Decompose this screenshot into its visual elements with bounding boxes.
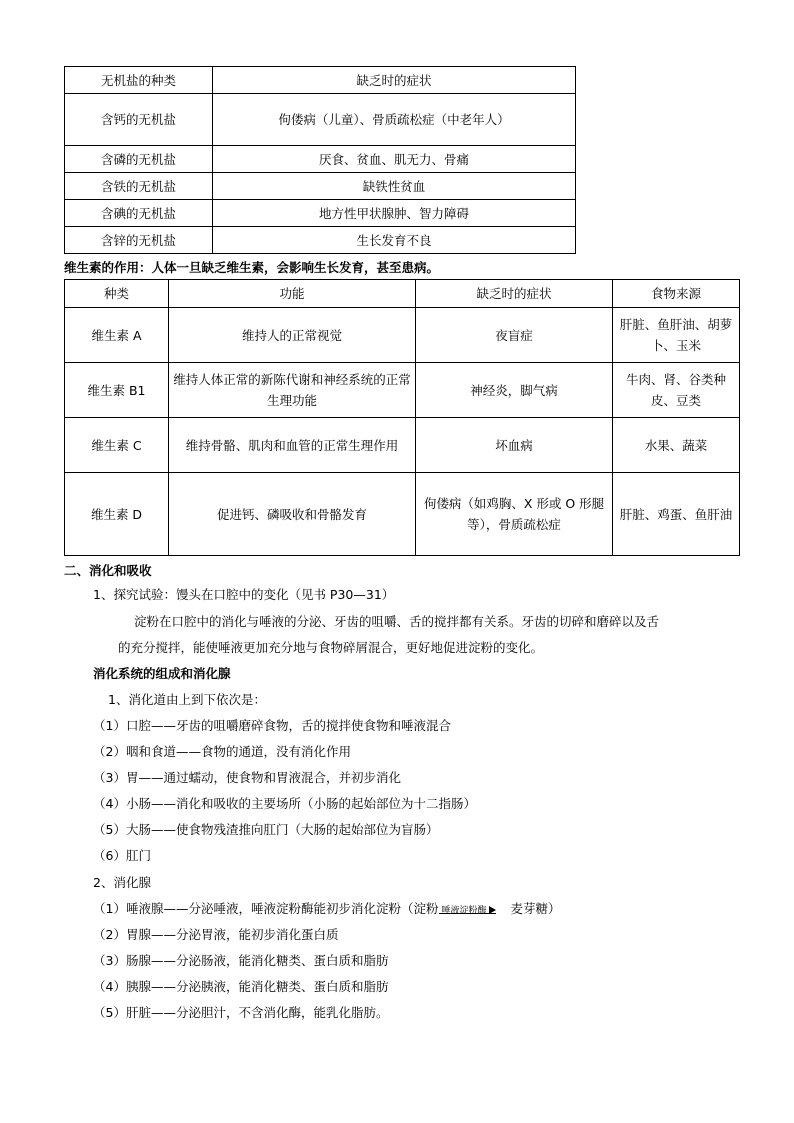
table-cell: 维生素 C — [65, 418, 169, 473]
paragraph-line: 的充分搅拌，能使唾液更加充分地与食物碎屑混合，更好地促进淀粉的变化。 — [118, 640, 544, 655]
section-title: 二、消化和吸收 — [64, 563, 152, 578]
table-row — [65, 418, 740, 473]
table-cell: 维持人体正常的新陈代谢和神经系统的正常生理功能 — [169, 363, 416, 418]
enzyme-arrow-label: 唾液淀粉酶 — [439, 903, 488, 916]
list-title: 1、消化道由上到下依次是： — [108, 692, 266, 707]
table-cell: 维生素 A — [65, 308, 169, 363]
table-row — [65, 94, 576, 146]
table-cell: 促进钙、磷吸收和骨骼发育 — [169, 473, 416, 556]
table-row — [65, 200, 576, 227]
header-cell: 缺乏时的症状 — [416, 280, 613, 308]
header-cell: 功能 — [169, 280, 416, 308]
paragraph-line: 淀粉在口腔中的消化与唾液的分泌、牙齿的咀嚼、舌的搅拌都有关系。牙齿的切碎和磨碎以及舌 — [134, 614, 660, 629]
list-item: （4）小肠——消化和吸收的主要场所（小肠的起始部位为十二指肠） — [93, 796, 476, 811]
table-header-row — [65, 280, 740, 308]
table-cell: 维持骨骼、肌肉和血管的正常生理作用 — [169, 418, 416, 473]
table-cell: 厌食、贫血、肌无力、骨痛 — [213, 146, 576, 173]
list-item: （2）咽和食道——食物的通道，没有消化作用 — [93, 744, 351, 759]
header-cell: 种类 — [65, 280, 169, 308]
subsection-title: 消化系统的组成和消化腺 — [93, 666, 231, 681]
table-cell: 含铁的无机盐 — [65, 173, 213, 200]
table-row — [65, 308, 740, 363]
table-cell: 含钙的无机盐 — [65, 94, 213, 146]
list-item: （3）肠腺——分泌肠液，能消化糖类、蛋白质和脂肪 — [93, 953, 389, 968]
table-cell: 维持人的正常视觉 — [169, 308, 416, 363]
table-cell: 坏血病 — [416, 418, 613, 473]
list-item: （1）口腔——牙齿的咀嚼磨碎食物，舌的搅拌使食物和唾液混合 — [93, 718, 451, 733]
experiment-title: 1、探究试验：馒头在口腔中的变化（见书 P30—31） — [93, 587, 395, 602]
header-cell: 无机盐的种类 — [65, 67, 213, 94]
table-cell: 佝偻病（如鸡胸、X 形或 O 形腿等），骨质疏松症 — [416, 473, 613, 556]
table-cell: 含磷的无机盐 — [65, 146, 213, 173]
table-cell: 维生素 B1 — [65, 363, 169, 418]
table-cell: 牛肉、肾、谷类种皮、豆类 — [613, 363, 740, 418]
table-cell: 含锌的无机盐 — [65, 227, 213, 254]
table-cell: 神经炎，脚气病 — [416, 363, 613, 418]
list-title: 2、消化腺 — [93, 875, 151, 890]
gland-text: （1）唾液腺——分泌唾液，唾液淀粉酶能初步消化淀粉（淀粉 — [93, 901, 439, 916]
list-item: （4）胰腺——分泌胰液，能消化糖类、蛋白质和脂肪 — [93, 979, 389, 994]
mineral-table — [64, 66, 576, 254]
table-cell: 含碘的无机盐 — [65, 200, 213, 227]
table-header-row — [65, 67, 576, 94]
table-row — [65, 227, 576, 254]
list-item: （3）胃——通过蠕动，使食物和胃液混合，并初步消化 — [93, 770, 401, 785]
table-row — [65, 146, 576, 173]
table-cell: 肝脏、鸡蛋、鱼肝油 — [613, 473, 740, 556]
table-cell: 肝脏、鱼肝油、胡萝卜、玉米 — [613, 308, 740, 363]
list-item: （5）肝脏——分泌胆汁，不含消化酶，能乳化脂肪。 — [93, 1005, 389, 1020]
list-item — [93, 899, 561, 917]
list-item: （6）肛门 — [93, 848, 151, 863]
table-cell: 夜盲症 — [416, 308, 613, 363]
table-cell: 维生素 D — [65, 473, 169, 556]
gland-text: 麦芽糖） — [510, 901, 561, 916]
table-cell: 生长发育不良 — [213, 227, 576, 254]
header-cell: 食物来源 — [613, 280, 740, 308]
header-cell: 缺乏时的症状 — [213, 67, 576, 94]
table-cell: 水果、蔬菜 — [613, 418, 740, 473]
table-cell: 地方性甲状腺肿、智力障碍 — [213, 200, 576, 227]
vitamin-heading: 维生素的作用：人体一旦缺乏维生素，会影响生长发育，甚至患病。 — [64, 260, 440, 275]
list-item: （5）大肠——使食物残渣推向肛门（大肠的起始部位为盲肠） — [93, 822, 439, 837]
table-cell: 佝偻病（儿童）、骨质疏松症（中老年人） — [213, 94, 576, 146]
vitamin-table — [64, 279, 740, 556]
table-row — [65, 473, 740, 556]
table-row — [65, 173, 576, 200]
table-cell: 缺铁性贫血 — [213, 173, 576, 200]
list-item: （2）胃腺——分泌胃液，能初步消化蛋白质 — [93, 927, 339, 942]
table-row — [65, 363, 740, 418]
